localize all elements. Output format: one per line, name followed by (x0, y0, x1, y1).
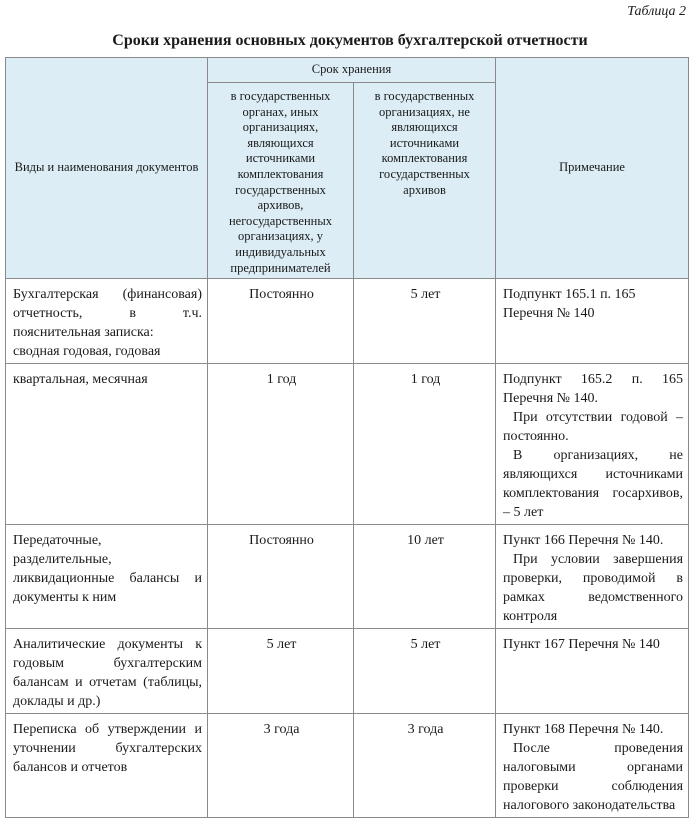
table-number-label: Таблица 2 (627, 4, 686, 19)
nongov-period-cell: 1 год (354, 364, 496, 525)
header-nongov-orgs: в государственных организациях, не являющихся источниками комплектования государственных архивов (354, 83, 496, 279)
table-row (6, 364, 689, 525)
gov-period-cell: 1 год (208, 364, 354, 525)
gov-period-cell: 3 года (208, 714, 354, 818)
header-gov-orgs: в государственных органах, иных организациях, являющихся источниками комплектования государственных архивов, негосударственных организациях, у индивидуальных предпринимателей (208, 83, 354, 279)
nongov-period-cell: 3 года (354, 714, 496, 818)
header-storage-period: Срок хранения (208, 58, 496, 83)
doc-name-cell: Аналитические документы к годовым бухгалтерским балансам и отчетам (таблицы, доклады и др.) (6, 629, 208, 714)
gov-period-cell: Постоянно (208, 279, 354, 364)
header-doc-types: Виды и наименования документов (6, 58, 208, 279)
note-cell: Подпункт 165.2 п. 165 Перечня № 140. При отсутствии годовой – постоянно. В организациях, не являющихся источниками комплектования госархивов, – 5 лет (496, 364, 689, 525)
table-title: Сроки хранения основных документов бухгалтерской отчетности (112, 32, 588, 49)
table-row (6, 525, 689, 629)
nongov-period-cell: 5 лет (354, 629, 496, 714)
doc-name-cell: квартальная, месячная (6, 364, 208, 525)
nongov-period-cell: 10 лет (354, 525, 496, 629)
note-cell: Пункт 168 Перечня № 140. После проведения налоговыми органами проверки соблюдения налогового законодательства (496, 714, 689, 818)
table-row (6, 714, 689, 818)
note-cell: Подпункт 165.1 п. 165 Перечня № 140 (496, 279, 689, 364)
table-row (6, 279, 689, 364)
table-row (6, 629, 689, 714)
gov-period-cell: 5 лет (208, 629, 354, 714)
doc-name-cell: Переписка об утверждении и уточнении бухгалтерских балансов и отчетов (6, 714, 208, 818)
note-cell: Пункт 167 Перечня № 140 (496, 629, 689, 714)
nongov-period-cell: 5 лет (354, 279, 496, 364)
gov-period-cell: Постоянно (208, 525, 354, 629)
doc-name-cell: Бухгалтерская (финансовая) отчетность, в т.ч. пояснительная записка: сводная годовая, годовая (6, 279, 208, 364)
header-note: Примечание (496, 58, 689, 279)
doc-name-cell: Передаточные, разделительные, ликвидационные балансы и документы к ним (6, 525, 208, 629)
note-cell: Пункт 166 Перечня № 140. При условии завершения проверки, проводимой в рамках ведомственного контроля (496, 525, 689, 629)
storage-periods-table (5, 57, 689, 818)
